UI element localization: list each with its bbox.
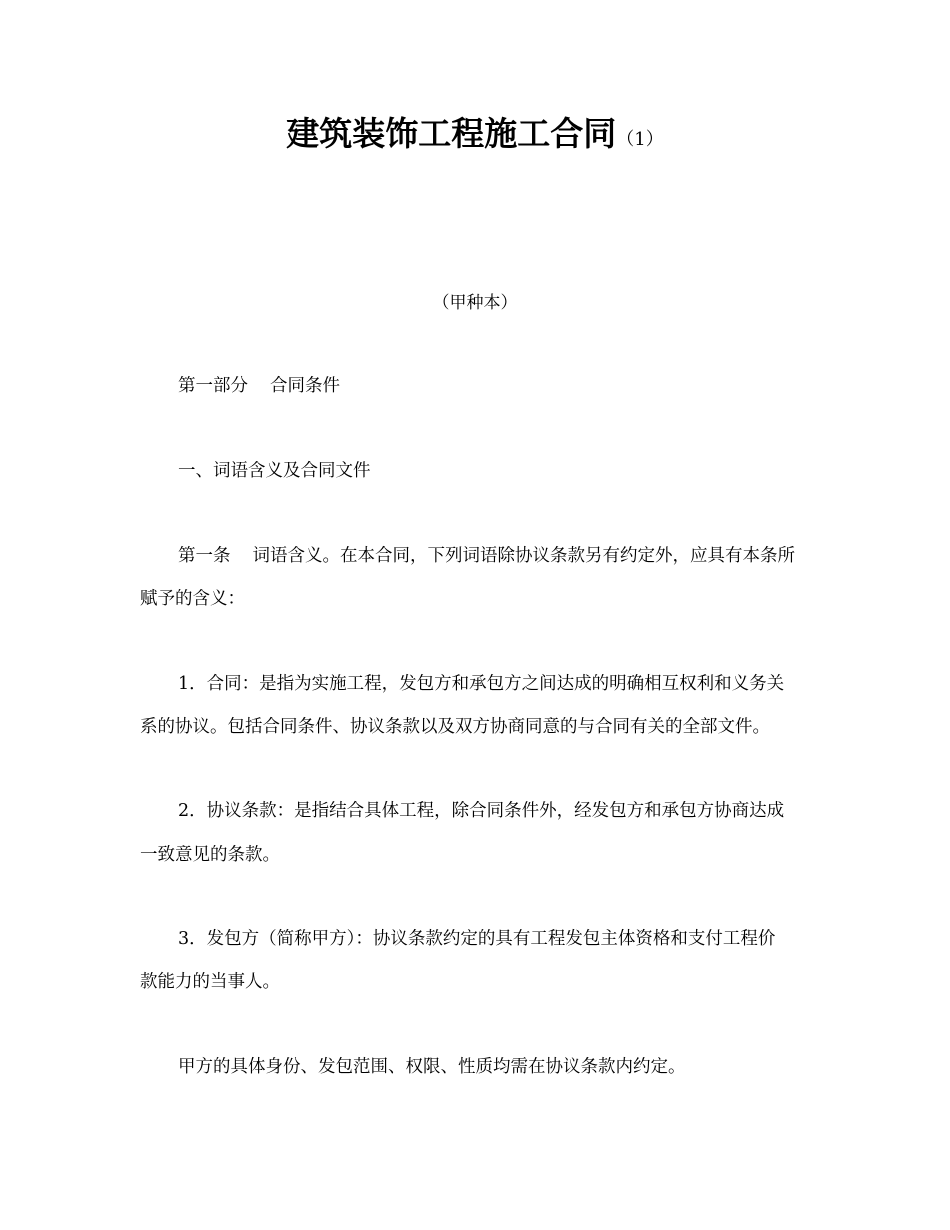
item3-line1: 3．发包方（简称甲方）：协议条款约定的具有工程发包主体资格和支付工程价 bbox=[178, 929, 776, 949]
document-subtitle: （甲种本） bbox=[432, 293, 518, 313]
article1-label: 第一条 bbox=[178, 546, 231, 566]
article1-line1 bbox=[178, 544, 795, 568]
part-heading bbox=[178, 374, 340, 398]
title-main-text: 建筑装饰工程施工合同 bbox=[286, 114, 617, 153]
document-title bbox=[0, 108, 950, 155]
item1-line2: 系的协议。包括合同条件、协议条款以及双方协商同意的与合同有关的全部文件。 bbox=[140, 717, 770, 737]
article1-line2: 赋予的含义： bbox=[140, 589, 245, 609]
item2-line1: 2．协议条款：是指结合具体工程，除合同条件外，经发包方和承包方协商达成 bbox=[178, 801, 785, 821]
part-heading-text: 合同条件 bbox=[270, 376, 340, 396]
section-heading: 一、词语含义及合同文件 bbox=[178, 461, 371, 481]
item3-line2: 款能力的当事人。 bbox=[140, 972, 280, 992]
part-heading-label: 第一部分 bbox=[178, 376, 248, 396]
item2-line2: 一致意见的条款。 bbox=[140, 845, 280, 865]
note-paragraph: 甲方的具体身份、发包范围、权限、性质均需在协议条款内约定。 bbox=[178, 1057, 686, 1077]
item1-line1: 1．合同：是指为实施工程，发包方和承包方之间达成的明确相互权利和义务关 bbox=[178, 674, 785, 694]
article1-text: 词语含义。在本合同，下列词语除协议条款另有约定外，应具有本条所 bbox=[252, 546, 795, 566]
title-suffix-text: （1） bbox=[616, 129, 664, 150]
